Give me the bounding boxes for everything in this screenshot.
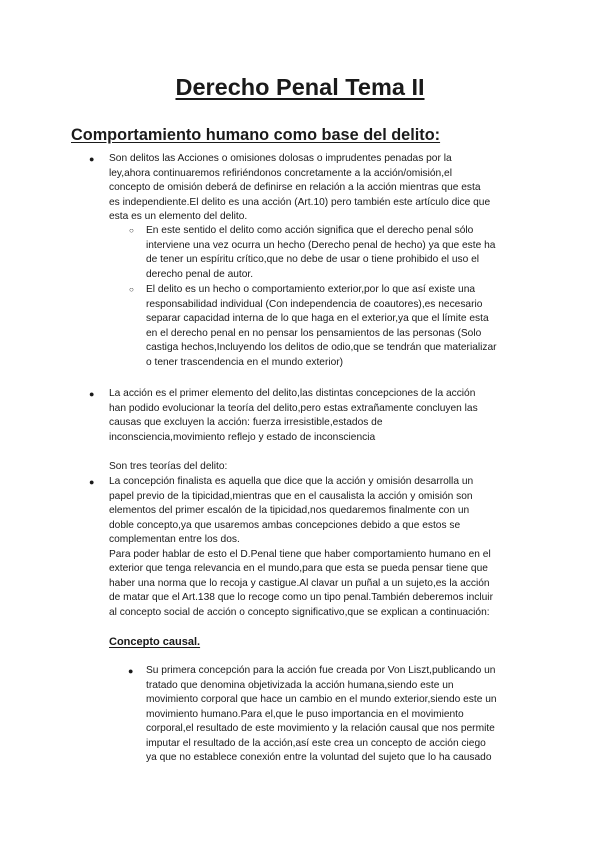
text-line: La acción es el primer elemento del delito,las distintas concepciones de la acción bbox=[109, 388, 476, 399]
bullet-icon: ● bbox=[128, 666, 134, 676]
text-line: El delito es un hecho o comportamiento exterior,por lo que así existe una bbox=[146, 284, 476, 295]
bullet-icon: ● bbox=[89, 154, 95, 164]
text-line: de tener un espíritu crítico,que no debe de usar o tiene prohibido el uso el bbox=[146, 254, 480, 265]
text-line: doble concepto,ya que usaremos ambas concepciones debido a que estos se bbox=[109, 519, 461, 531]
text-line: movimiento humano.Para el,que le puso importancia en el movimiento bbox=[146, 708, 464, 720]
text-line: En este sentido el delito como acción significa que el derecho penal sólo bbox=[146, 225, 474, 236]
text-line: movimiento corporal que hace un cambio en el mundo exterior,siendo este un bbox=[146, 694, 497, 705]
text-line: esta es un elemento del delito. bbox=[109, 211, 248, 222]
text-line: han podido evolucionar la teoría del delito,pero estas extrañamente concluyen las bbox=[109, 402, 478, 414]
text-line: exterior que tenga relevancia en el mundo,para que esta se pueda pensar tiene que bbox=[109, 563, 488, 574]
text-line: castiga hechos,Incluyendo los delitos de odio,que se tendrán que materializar bbox=[146, 342, 497, 353]
text-line: Para poder hablar de esto el D.Penal tiene que haber comportamiento humano en el bbox=[109, 548, 491, 560]
text-line: responsabilidad individual (Con independencia de coautores),es necesario bbox=[146, 298, 483, 310]
circle-bullet-icon: ○ bbox=[129, 285, 134, 294]
document-title: Derecho Penal Tema II bbox=[175, 74, 425, 100]
text-line: concepto de omisión deberá de definirse en relación a la acción mientras que esta bbox=[109, 182, 481, 193]
text-line: es independiente.El delito es una acción (Art.10) pero también este artículo dice que bbox=[109, 196, 491, 208]
text-line: o tener trascendencia en el mundo exterior) bbox=[146, 356, 344, 368]
subheading-concepto-causal: Concepto causal. bbox=[109, 636, 201, 648]
paragraph-bullet-1 bbox=[109, 152, 490, 225]
text-line: papel previo de la tipicidad,mientras que en el causalista la acción y omisión son bbox=[109, 490, 473, 502]
text-line: derecho penal de autor. bbox=[146, 268, 254, 280]
paragraph-bullet-4 bbox=[146, 664, 497, 766]
text-line: La concepción finalista es aquella que dice que la acción y omisión desarrolla un bbox=[109, 476, 474, 487]
text-line: causas que excluyen la acción: fuerza irresistible,estados de bbox=[109, 417, 383, 428]
text-line: elementos del primer escalón de la tipicidad,nos quedaremos finalmente con un bbox=[109, 505, 470, 516]
text-line: separar capacidad interna de lo que haga en el exterior,ya que el límite esta bbox=[146, 313, 489, 324]
text-line: ya que no establece conexión entre la voluntad del sujeto que lo ha causado bbox=[146, 752, 492, 763]
text-line: imputar el resultado de la acción,así este crea un concepto de acción ciego bbox=[146, 737, 486, 749]
text-line: corporal,el resultado de este movimiento y la relación causal que nos permite bbox=[146, 723, 495, 734]
theories-intro bbox=[109, 460, 227, 475]
text-line: de matar que el Art.138 que lo recoge como un tipo penal.También deberemos incluir bbox=[109, 592, 493, 603]
bullet-icon: ● bbox=[89, 389, 95, 399]
text-line: Su primera concepción para la acción fue creada por Von Liszt,publicando un bbox=[146, 665, 496, 676]
paragraph-sub-2 bbox=[146, 283, 497, 370]
text-line: ley,ahora continuaremos refiriéndonos concretamente a la acción/omisión,el bbox=[109, 167, 452, 179]
text-line: al concepto social de acción o concepto significativo,que se explican a continuación: bbox=[109, 606, 490, 618]
text-line: inconsciencia,movimiento reflejo y estado de inconsciencia bbox=[109, 431, 376, 443]
paragraph-bullet-2 bbox=[109, 387, 478, 445]
paragraph-bullet-3 bbox=[109, 475, 493, 620]
text-line: haber una norma que lo recoja y castigue.Al clavar un puñal a un sujeto,es la acción bbox=[109, 577, 490, 589]
circle-bullet-icon: ○ bbox=[129, 226, 134, 235]
bullet-icon: ● bbox=[89, 477, 95, 487]
text-line: tratado que denomina objetivizada la acción humana,siendo este un bbox=[146, 679, 454, 691]
text-line: complementan entre los dos. bbox=[109, 534, 240, 545]
text-line: en el derecho penal en no pensar los pensamientos de las personas (Solo bbox=[146, 327, 482, 339]
section-heading: Comportamiento humano como base del delito: bbox=[71, 126, 441, 144]
text-line: Son tres teorías del delito: bbox=[109, 461, 228, 472]
text-line: interviene una vez ocurra un hecho (Derecho penal de hecho) ya que este ha bbox=[146, 239, 496, 251]
paragraph-sub-1 bbox=[146, 224, 495, 282]
text-line: Son delitos las Acciones o omisiones dolosas o imprudentes penadas por la bbox=[109, 153, 452, 164]
